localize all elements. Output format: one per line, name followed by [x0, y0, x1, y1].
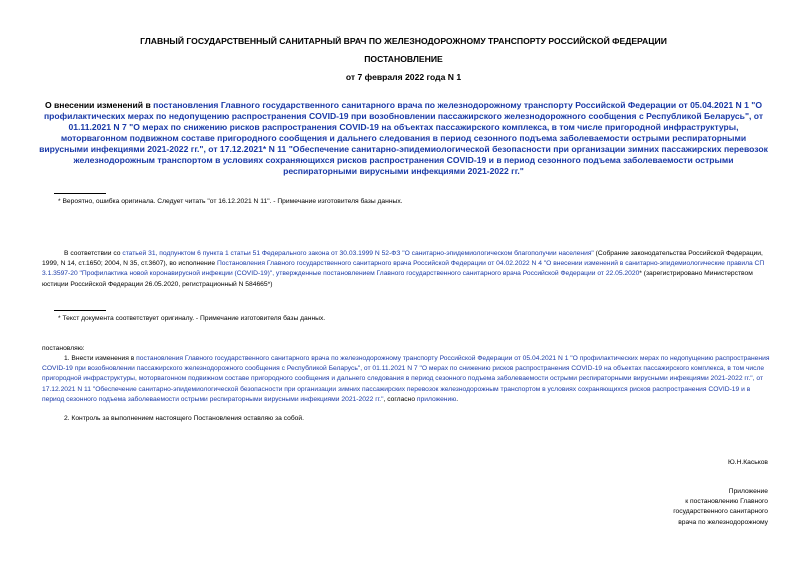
footnote-1: * Вероятно, ошибка оригинала. Следует читать "от 16.12.2021 N 11". - Примечание изготовителя базы данных. [58, 198, 403, 205]
appendix-line-2: к постановлению Главного [685, 498, 768, 506]
document-title [36, 100, 771, 177]
item-1-text-2: , согласно [383, 395, 417, 403]
footnote-divider-2 [54, 310, 106, 311]
appendix-heading [500, 487, 768, 528]
item-1-text-3: . [456, 395, 459, 403]
preamble-text-4: 5*) [263, 280, 273, 288]
preamble-text-3: * (зарегистрировано Министерством юстиции Российской Федерации 26.05.2020, регистрационный N 58466 [42, 270, 753, 288]
footnote-2: * Текст документа соответствует оригиналу. - Примечание изготовителя базы данных. [58, 315, 326, 322]
footnote-divider [54, 193, 106, 194]
title-link[interactable]: постановления Главного государственного санитарного врача по железнодорожному транспорту Российской Федерации от 05.04.2021 N 1 "О профилактических мерах по недопущению распространения COVID-19 при возобновлении пассажирского железнодорожного сообщения с Республикой Беларусь", от 01.11.2021 N 7 "О мерах по снижению рисков распространения COVID-19 на объектах пассажирского комплекса, в том числе пригородной инфраструктуры, моторвагонном подвижном составе пригородного сообщения и дальнего следования в период сезонного подъема заболеваемости острыми респираторными вирусными инфекциями 2021-2022 гг.", от 17.12.2021* N 11 "Обеспечение санитарно-эпидемиологической безопасности при организации зимних пассажирских перевозок железнодорожным транспортом в условиях сохраняющихся рисков распространения COVID-19 и в период сезонного подъема заболеваемости острыми респираторными вирусными инфекциями 2021-2022 гг." [39, 100, 768, 176]
org-heading: ГЛАВНЫЙ ГОСУДАРСТВЕННЫЙ САНИТАРНЫЙ ВРАЧ ПО ЖЕЛЕЗНОДОРОЖНОМУ ТРАНСПОРТУ РОССИЙСКОЙ ФЕДЕРАЦИИ [140, 36, 667, 46]
preamble-text-1: В соответствии со [64, 250, 123, 257]
item-1-appendix-link[interactable]: приложению [416, 395, 457, 403]
doc-date: от 7 февраля 2022 года N 1 [345, 72, 462, 82]
title-prefix: О внесении изменений в [44, 100, 154, 110]
preamble-law-link[interactable]: статьей 31, подпунктом 6 пункта 1 статьи 51 Федерального закона от 30.03.1999 N 52-ФЗ "О санитарно-эпидемиологическом благополучии населения" [122, 250, 594, 257]
doc-type-heading: ПОСТАНОВЛЕНИЕ [364, 54, 443, 64]
item-1 [42, 354, 772, 405]
item-1-decrees-link[interactable]: постановления Главного государственного санитарного врача по железнодорожному транспорту Российской Федерации от 05.04.2021 N 1 "О профилактических мерах по недопущению распространения COVID-19 при возобновлении пассажирского железнодорожного сообщения с Республикой Беларусь", от 01.11.2021 N 7 "О мерах по снижению рисков распространения COVID-19 на объектах пассажирского комплекса, в том числе пригородной инфраструктуры, моторвагонном подвижном составе пригородного сообщения и дальнего следования в период сезонного подъема заболеваемости острыми респираторными вирусными инфекциями 2021-2022 гг.", от 17.12.2021 N 11 "Обеспечение санитарно-эпидемиологической безопасности при организации зимних пассажирских перевозок железнодорожным транспортом в условиях сохраняющихся рисков распространения COVID-19 и в период сезонного подъема заболеваемости острыми респираторными вирусными инфекциями 2021-2022 гг." [42, 355, 770, 403]
signature: Ю.Н.Каськов [727, 459, 768, 466]
preamble-decree-link[interactable]: Постановления Главного государственного санитарного врача Российской Федерации от 04.02.2022 N 4 "О внесении изменений в санитарно-эпидемиологические правила СП 3.1.3597-20 "Профилактика новой коронавирусной инфекции (COVID-19)", утвержденные постановлением Главного государственного санитарного врача Российской Федерации от 22.05.2020 [42, 260, 765, 278]
decree-word: постановляю: [42, 345, 85, 352]
appendix-line-3: государственного санитарного [673, 508, 768, 516]
item-1-text-1: 1. Внести изменения в [64, 355, 137, 362]
preamble-paragraph [42, 249, 772, 290]
appendix-line-1: Приложение [728, 488, 768, 495]
preamble-text-2: (Собрание законодательства Российской Федерации, 1999, N 14, ст.1650; 2004, N 35, ст.3607), во исполнение [42, 250, 763, 268]
item-2: 2. Контроль за выполнением настоящего Постановления оставляю за собой. [64, 415, 304, 422]
appendix-line-4: врача по железнодорожному [678, 518, 768, 526]
